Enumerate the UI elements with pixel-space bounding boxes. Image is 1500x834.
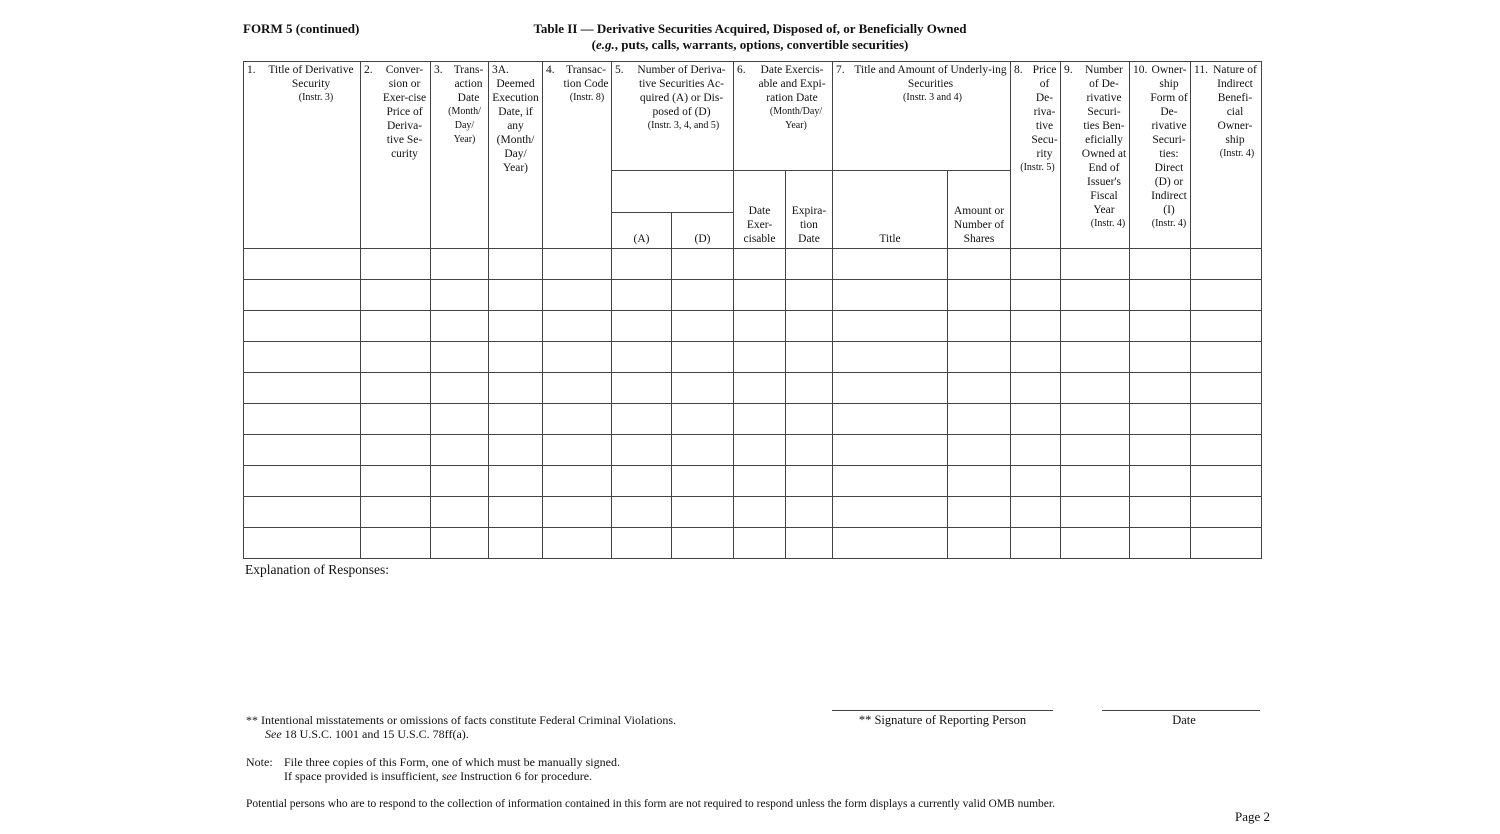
table-title: Table II — Derivative Securities Acquired, Disposed of, or Beneficially Owned: [533, 21, 967, 36]
table-cell[interactable]: [431, 404, 489, 435]
table-cell[interactable]: [786, 497, 833, 528]
col-underlying-title: Title: [833, 171, 948, 249]
col5-num: 5.: [615, 64, 624, 76]
table-cell[interactable]: [1011, 311, 1061, 342]
col1-text: Title of Derivative Security: [268, 64, 354, 90]
table-cell[interactable]: [1130, 311, 1191, 342]
col-date-exercisable-expiration: [734, 62, 833, 171]
col6-num: 6.: [737, 64, 746, 76]
table-cell[interactable]: [1130, 497, 1191, 528]
table-cell[interactable]: [948, 280, 1011, 311]
col-date-exercisable: Date Exer-cisable: [734, 171, 786, 249]
note-label: Note:: [246, 755, 273, 769]
table-cell[interactable]: [361, 249, 431, 280]
col3-num: 3.: [434, 64, 443, 76]
table-cell[interactable]: [489, 404, 543, 435]
table-cell[interactable]: [948, 342, 1011, 373]
table-row: [244, 249, 1262, 280]
col5-instr: (Instr. 3, 4, and 5): [647, 120, 720, 131]
table-cell[interactable]: [1130, 466, 1191, 497]
note-line-2: [284, 769, 620, 783]
table-cell[interactable]: [786, 280, 833, 311]
table-cell[interactable]: [489, 342, 543, 373]
table-cell[interactable]: [1011, 497, 1061, 528]
table-cell[interactable]: [543, 373, 612, 404]
table-cell[interactable]: [1191, 249, 1262, 280]
col9-num: 9.: [1064, 64, 1073, 76]
table-cell[interactable]: [1191, 280, 1262, 311]
col3-text: Trans-action Date: [453, 64, 484, 104]
table-cell[interactable]: [244, 528, 361, 559]
subtitle-eg: e.g.: [596, 37, 615, 52]
table-cell[interactable]: [489, 280, 543, 311]
table-cell[interactable]: [948, 528, 1011, 559]
note-line-2-pre: If space provided is insufficient,: [284, 769, 442, 783]
table-cell[interactable]: [612, 497, 672, 528]
col-nature-of-indirect-ownership: [1191, 62, 1262, 249]
table-cell[interactable]: [734, 404, 786, 435]
table-cell[interactable]: [489, 528, 543, 559]
table-cell[interactable]: [948, 373, 1011, 404]
table-cell[interactable]: [833, 311, 948, 342]
col10-num: 10.: [1133, 64, 1148, 76]
table-cell[interactable]: [612, 404, 672, 435]
table-cell[interactable]: [833, 373, 948, 404]
table-cell[interactable]: [1191, 342, 1262, 373]
col9-text: Number of De-rivative Securi-ties Ben-eficially Owned at End of Issuer's Fiscal Year: [1081, 64, 1127, 216]
table-cell[interactable]: [786, 342, 833, 373]
col6-instr: (Month/Day/ Year): [769, 106, 823, 131]
table-cell[interactable]: [431, 435, 489, 466]
col1-num: 1.: [247, 64, 256, 76]
table-cell[interactable]: [489, 466, 543, 497]
note-see-word: see: [441, 769, 458, 783]
table-cell[interactable]: [833, 342, 948, 373]
table-cell[interactable]: [244, 342, 361, 373]
table-cell[interactable]: [1061, 435, 1130, 466]
table-cell[interactable]: [948, 249, 1011, 280]
subtitle-rest: , puts, calls, warrants, options, convertible securities): [614, 37, 909, 52]
table-cell[interactable]: [612, 373, 672, 404]
table-row: [244, 528, 1262, 559]
table-cell[interactable]: [543, 249, 612, 280]
table-cell[interactable]: [1061, 404, 1130, 435]
table-cell[interactable]: [612, 466, 672, 497]
col4-num: 4.: [546, 64, 555, 76]
table-cell[interactable]: [1191, 404, 1262, 435]
table-cell[interactable]: [786, 373, 833, 404]
table-cell[interactable]: [786, 311, 833, 342]
table-cell[interactable]: [612, 528, 672, 559]
table-cell[interactable]: [734, 280, 786, 311]
table-cell[interactable]: [489, 497, 543, 528]
table-row: [244, 466, 1262, 497]
table-cell[interactable]: [543, 435, 612, 466]
note-line-2-post: Instruction 6 for procedure.: [457, 769, 593, 783]
col5-spacer: [612, 171, 734, 213]
table-row: [244, 404, 1262, 435]
col-title-of-derivative-security: [244, 62, 361, 249]
col-transaction-date: [431, 62, 489, 249]
omb-notice: Potential persons who are to respond to the collection of information contained in this form are not required to respond unless the form displays a currently valid OMB number.: [246, 798, 1055, 810]
table-cell[interactable]: [612, 435, 672, 466]
col3-instr: (Month/ Day/ Year): [448, 106, 481, 145]
table-row: [244, 280, 1262, 311]
col-underlying-securities: [833, 62, 1011, 171]
col11-num: 11.: [1194, 64, 1208, 76]
table-row: [244, 435, 1262, 466]
table-cell[interactable]: [1130, 249, 1191, 280]
statute-reference: [265, 727, 676, 741]
table-cell[interactable]: [734, 373, 786, 404]
table-cell[interactable]: [833, 435, 948, 466]
date-label: Date: [1172, 713, 1196, 727]
table-cell[interactable]: [489, 249, 543, 280]
table-cell[interactable]: [786, 466, 833, 497]
col-amount-or-number-of-shares: Amount or Number of Shares: [948, 171, 1011, 249]
table-cell[interactable]: [948, 404, 1011, 435]
table-cell[interactable]: [431, 497, 489, 528]
table-cell[interactable]: [244, 435, 361, 466]
table-cell[interactable]: [543, 404, 612, 435]
col9-instr: (Instr. 4): [1090, 218, 1126, 229]
table-subtitle: [440, 37, 1060, 53]
table-cell[interactable]: [1191, 373, 1262, 404]
table-cell[interactable]: [244, 373, 361, 404]
table-cell[interactable]: [672, 435, 734, 466]
table-cell[interactable]: [734, 466, 786, 497]
table-cell[interactable]: [361, 342, 431, 373]
table-cell[interactable]: [543, 528, 612, 559]
table-cell[interactable]: [244, 466, 361, 497]
col-conversion-price: [361, 62, 431, 249]
table-cell[interactable]: [786, 249, 833, 280]
table-cell[interactable]: [1130, 528, 1191, 559]
table-cell[interactable]: [361, 435, 431, 466]
table-cell[interactable]: [672, 497, 734, 528]
table-cell[interactable]: [361, 497, 431, 528]
table-cell[interactable]: [361, 466, 431, 497]
table-cell[interactable]: [431, 311, 489, 342]
table-cell[interactable]: [833, 497, 948, 528]
col8-num: 8.: [1014, 64, 1023, 76]
table-cell[interactable]: [612, 311, 672, 342]
col10-instr: (Instr. 4): [1151, 218, 1187, 229]
col2-num: 2.: [364, 64, 373, 76]
table-cell[interactable]: [1011, 435, 1061, 466]
table-cell[interactable]: [431, 280, 489, 311]
col-price-of-derivative: [1011, 62, 1061, 249]
derivative-securities-table: [243, 61, 1262, 559]
table-cell[interactable]: [543, 497, 612, 528]
table-cell[interactable]: [1011, 249, 1061, 280]
col1-instr: (Instr. 3): [298, 92, 334, 103]
table-cell[interactable]: [833, 528, 948, 559]
table-cell[interactable]: [1130, 435, 1191, 466]
table-cell[interactable]: [244, 249, 361, 280]
table-cell[interactable]: [1191, 311, 1262, 342]
table-cell[interactable]: [1061, 280, 1130, 311]
col-deemed-execution-date: [489, 62, 543, 249]
table-cell[interactable]: [543, 466, 612, 497]
col-number-acquired-disposed: [612, 62, 734, 171]
col-ownership-form: [1130, 62, 1191, 249]
table-cell[interactable]: [833, 404, 948, 435]
table-cell[interactable]: [489, 311, 543, 342]
col5-text: Number of Deriva-tive Securities Ac-quired (A) or Dis-posed of (D): [637, 64, 726, 118]
table-cell[interactable]: [1061, 342, 1130, 373]
table-cell[interactable]: [1191, 435, 1262, 466]
note-block: [246, 755, 620, 783]
table-cell[interactable]: [1011, 373, 1061, 404]
table-cell[interactable]: [489, 373, 543, 404]
date-line[interactable]: [1102, 710, 1260, 711]
table-cell[interactable]: [833, 466, 948, 497]
table-cell[interactable]: [948, 435, 1011, 466]
col7-instr: (Instr. 3 and 4): [903, 92, 962, 103]
col7-num: 7.: [836, 64, 845, 76]
table-cell[interactable]: [672, 249, 734, 280]
table-row: [244, 497, 1262, 528]
col11-instr: (Instr. 4): [1219, 148, 1255, 159]
signature-label: ** Signature of Reporting Person: [858, 713, 1027, 727]
table-cell[interactable]: [1191, 528, 1262, 559]
table-cell[interactable]: [734, 528, 786, 559]
col10-text: Owner-ship Form of De-rivative Securi-ties: Direct (D) or Indirect (I): [1150, 64, 1188, 216]
statute-text: 18 U.S.C. 1001 and 15 U.S.C. 78ff(a).: [281, 727, 469, 741]
table-cell[interactable]: [672, 466, 734, 497]
table-cell[interactable]: [672, 373, 734, 404]
table-cell[interactable]: [833, 249, 948, 280]
table-cell[interactable]: [1061, 311, 1130, 342]
table-cell[interactable]: [1130, 404, 1191, 435]
table-cell[interactable]: [543, 311, 612, 342]
table-cell[interactable]: [244, 311, 361, 342]
form-label: FORM 5 (continued): [243, 21, 360, 36]
table-cell[interactable]: [1061, 249, 1130, 280]
table-cell[interactable]: [1191, 497, 1262, 528]
table-cell[interactable]: [543, 342, 612, 373]
table-cell[interactable]: [734, 249, 786, 280]
table-cell[interactable]: [734, 342, 786, 373]
col8-text: Price of De-riva-tive Secu-rity: [1031, 64, 1058, 160]
col8-instr: (Instr. 5): [1020, 162, 1055, 173]
table-cell[interactable]: [672, 342, 734, 373]
table-cell[interactable]: [361, 373, 431, 404]
col-transaction-code: [543, 62, 612, 249]
col4-text: Transac-tion Code: [563, 64, 609, 90]
table-cell[interactable]: [543, 280, 612, 311]
table-cell[interactable]: [833, 280, 948, 311]
table-cell[interactable]: [431, 466, 489, 497]
table-cell[interactable]: [734, 311, 786, 342]
table-cell[interactable]: [734, 435, 786, 466]
violations-text: ** Intentional misstatements or omissions of facts constitute Federal Criminal Violations.: [246, 713, 676, 727]
col6-text: Date Exercis-able and Expi-ration Date: [758, 64, 826, 104]
table-cell[interactable]: [1061, 528, 1130, 559]
table-cell[interactable]: [244, 280, 361, 311]
table-cell[interactable]: [361, 280, 431, 311]
col-acquired-a: (A): [612, 213, 672, 249]
table-cell[interactable]: [612, 280, 672, 311]
table-cell[interactable]: [1061, 373, 1130, 404]
table-cell[interactable]: [948, 466, 1011, 497]
signature-line[interactable]: [832, 710, 1053, 711]
table-cell[interactable]: [786, 404, 833, 435]
table-cell[interactable]: [1061, 466, 1130, 497]
table-cell[interactable]: [244, 404, 361, 435]
table-row: [244, 342, 1262, 373]
table-cell[interactable]: [361, 404, 431, 435]
explanation-area[interactable]: [245, 582, 1261, 702]
table-cell[interactable]: [361, 311, 431, 342]
table-cell[interactable]: [489, 435, 543, 466]
table-cell[interactable]: [431, 528, 489, 559]
subtitle-open: (: [591, 37, 596, 52]
table-cell[interactable]: [244, 497, 361, 528]
table-cell[interactable]: [786, 528, 833, 559]
note-line-1: File three copies of this Form, one of which must be manually signed.: [284, 755, 620, 769]
col2-text: Conver-sion or Exer-cise Price of Deriva-tive Se-curity: [382, 64, 427, 160]
table-cell[interactable]: [672, 280, 734, 311]
col11-text: Nature of Indirect Benefi-cial Owner-ship: [1213, 64, 1257, 146]
table-cell[interactable]: [672, 404, 734, 435]
table-cell[interactable]: [612, 342, 672, 373]
table-cell[interactable]: [786, 435, 833, 466]
table-row: [244, 311, 1262, 342]
table-cell[interactable]: [612, 249, 672, 280]
table-row: [244, 373, 1262, 404]
table-cell[interactable]: [1011, 404, 1061, 435]
table-cell[interactable]: [948, 497, 1011, 528]
table-cell[interactable]: [1130, 373, 1191, 404]
violations-notice: [246, 713, 676, 741]
see-word: See: [265, 727, 282, 741]
table-cell[interactable]: [672, 528, 734, 559]
table-cell[interactable]: [1011, 466, 1061, 497]
table-cell[interactable]: [1130, 342, 1191, 373]
table-cell[interactable]: [431, 249, 489, 280]
col-number-beneficially-owned: [1061, 62, 1130, 249]
table-cell[interactable]: [361, 528, 431, 559]
col-expiration-date: Expira-tion Date: [786, 171, 833, 249]
table-cell[interactable]: [431, 373, 489, 404]
table-cell[interactable]: [1011, 342, 1061, 373]
col3a-text: Deemed Execution Date, if any (Month/ Day/ Year): [492, 78, 539, 174]
table-cell[interactable]: [1011, 528, 1061, 559]
table-title-block: [440, 21, 1060, 53]
col3a-num: 3A.: [492, 64, 509, 76]
table-cell[interactable]: [1130, 280, 1191, 311]
col4-instr: (Instr. 8): [569, 92, 605, 103]
table-cell[interactable]: [948, 311, 1011, 342]
page-number: Page 2: [1235, 809, 1271, 824]
col-disposed-d: (D): [672, 213, 734, 249]
table-cell[interactable]: [1011, 280, 1061, 311]
table-cell[interactable]: [1191, 466, 1262, 497]
table-cell[interactable]: [431, 342, 489, 373]
explanation-of-responses-label: Explanation of Responses:: [245, 562, 389, 577]
table-cell[interactable]: [1061, 497, 1130, 528]
col7-text: Title and Amount of Underly-ing Securities: [854, 64, 1007, 90]
table-cell[interactable]: [672, 311, 734, 342]
table-cell[interactable]: [734, 497, 786, 528]
